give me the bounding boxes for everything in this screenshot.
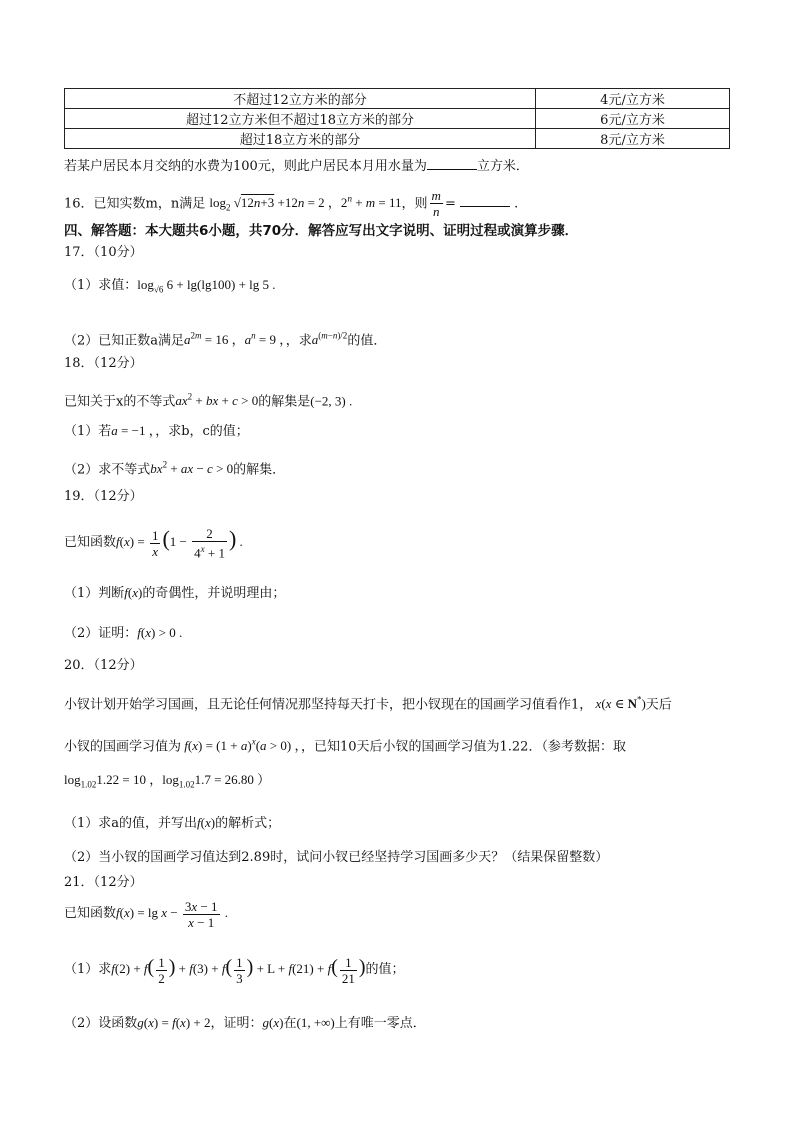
question-20-part2: （2）当小钗的国画学习值达到2.89时，试问小钗已经坚持学习国画多少天？（结果保留整数）	[64, 850, 609, 865]
formula: $bx^2$ + ax − c > 0	[150, 460, 234, 477]
question-20-line1: 小钗计划开始学习国画，且无论任何情况那坚持每天打卡，把小钗现在的国画学习值看作1， x(x ∈ N*)天后	[64, 695, 672, 713]
question-18-part1: （1）若a = −1 ，，求b，c的值；	[64, 423, 249, 439]
formula: $a^{2m} = 16$ ，$a^n = 9$ ，	[184, 331, 286, 348]
question-18-head: 18．（12分）	[64, 356, 143, 371]
question-16: 16．已知实数m，n满足 $\log_2 √12n+3 +12n = 2$ ，$2^n + m = 11$，则 $\frac{m}{n}$ = .	[64, 188, 519, 220]
question-21-part2: （2）设函数g(x) = f(x) + 2，证明：g(x)在(1, +∞)上有唯一零点．	[64, 1015, 426, 1031]
question-19-head: 19．（12分）	[64, 489, 143, 504]
table-cell: 超过18立方米的部分	[65, 129, 536, 149]
question-17-head: 17．（10分）	[64, 245, 143, 260]
question-20-head: 20．（12分）	[64, 658, 143, 673]
formula: f(x) > 0 .	[137, 625, 183, 640]
table-cell: 6元/立方米	[536, 109, 730, 129]
formula: $f(x) = (1 + a)^x(a > 0)$ ，	[184, 737, 301, 754]
question-18-stem: 已知关于x的不等式$ax^2$ + bx + c > 0的解集是(−2, 3) .	[64, 392, 353, 410]
answer-blank	[460, 194, 510, 207]
question-19-part2: （2）证明：f(x) > 0 .	[64, 625, 183, 641]
formula: $\log_{√6} 6 + \lg(\lg 100) + \lg 5$ .	[137, 277, 276, 295]
formula: g(x) = f(x) + 2	[137, 1015, 211, 1030]
question-21-stem: 已知函数f(x) = lg x − $\frac{3x - 1}{x - 1}$ .	[64, 898, 229, 930]
question-20-part1: （1）求a的值，并写出f(x)的解析式；	[64, 815, 281, 831]
table-row	[65, 129, 730, 149]
formula: $\log_{1.02}1.22 = 10$ ，$\log_{1.02}1.7 = 26.80$ ）	[64, 772, 271, 790]
formula: f(x) = $\frac{1}{x}$ (1 − $\frac{2}{4^x + 1}$ ) .	[116, 525, 243, 561]
formula: f(x) = lg x − $\frac{3x - 1}{x - 1}$ .	[116, 898, 229, 930]
question-18-part2: （2）求不等式$bx^2$ + ax − c > 0的解集．	[64, 460, 286, 478]
water-fee-table	[64, 88, 730, 149]
section-heading: 四、解答题：本大题共6小题，共70分．解答应写出文字说明、证明过程或演算步骤．	[64, 223, 579, 239]
question-21-part1: （1）求f(2) + f( $\frac{1}{2}$ ) + f(3) + f( $\frac{1}{3}$ ) + L + f(21) + f( $\frac{1}{21}$ )的值；	[64, 954, 405, 986]
table-row	[65, 89, 730, 109]
formula: f(x)	[124, 585, 143, 600]
question-20-line3	[64, 771, 270, 794]
formula: $\log_2 √12n+3 +12n = 2$ ，$2^n + m = 11$	[209, 194, 402, 213]
formula: f(2) + f( $\frac{1}{2}$ ) + f(3) + f( $\frac{1}{3}$ ) + L + f(21) + f( $\frac{1}{21}$ )	[111, 954, 366, 986]
question-19-part1: （1）判断f(x)的奇偶性，并说明理由；	[64, 585, 286, 601]
question-19-stem: 已知函数f(x) = $\frac{1}{x}$ (1 − $\frac{2}{4^x + 1}$ ) .	[64, 525, 243, 561]
table-cell: 不超过12立方米的部分	[65, 89, 536, 109]
formula: $ax^2$ + bx + c > 0	[175, 392, 259, 409]
question-17-part2: （2）已知正数a满足$a^{2m} = 16$ ，$a^n = 9$ ，，求$a^{(m-n)/2}$的值．	[64, 331, 387, 349]
formula: $a^{(m-n)/2}$	[311, 331, 348, 348]
question-21-head: 21．（12分）	[64, 875, 143, 890]
formula: x(x ∈ N*)	[595, 695, 646, 712]
formula: (1, +∞)	[296, 1015, 335, 1030]
table-row	[65, 109, 730, 129]
formula: (−2, 3) .	[310, 393, 353, 409]
formula-fraction: $\frac{m}{n}$	[431, 188, 441, 220]
table-cell: 4元/立方米	[536, 89, 730, 109]
question-17-part1: （1）求值：$\log_{√6} 6 + \lg(\lg 100) + \lg 5$ .	[64, 277, 276, 295]
answer-blank	[427, 157, 477, 170]
table-cell: 超过12立方米但不超过18立方米的部分	[65, 109, 536, 129]
question-20-line2: 小钗的国画学习值为 $f(x) = (1 + a)^x(a > 0)$ ，，已知10天后小钗的国画学习值为1.22．（参考数据：取	[64, 737, 626, 755]
formula: g(x)	[262, 1015, 284, 1030]
formula: f(x)	[197, 815, 216, 830]
formula: a = −1 ，	[111, 423, 156, 438]
question-15-text: 若某户居民本月交纳的水费为100元，则此户居民本月用水量为 立方米．	[64, 159, 529, 174]
table-cell: 8元/立方米	[536, 129, 730, 149]
